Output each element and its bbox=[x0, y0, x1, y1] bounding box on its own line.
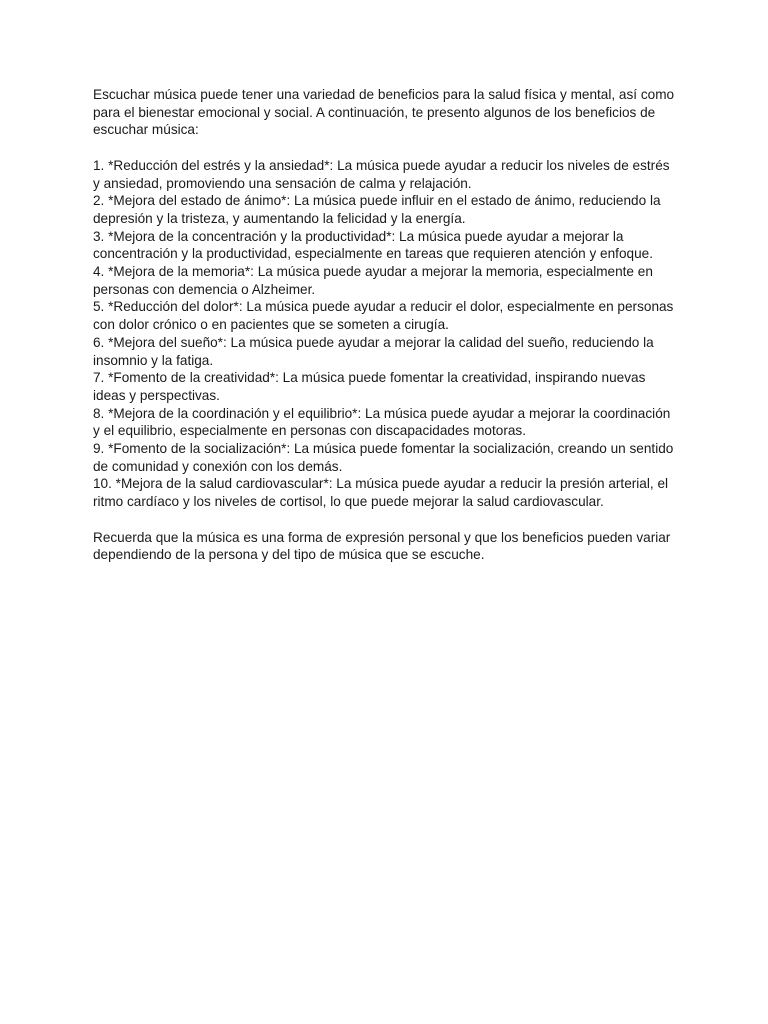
intro-paragraph: Escuchar música puede tener una variedad de beneficios para la salud física y mental, así como para el bienestar emocional y social. A continuación, te presento algunos de los beneficios de escuchar música: bbox=[93, 87, 675, 138]
list-item: 10. *Mejora de la salud cardiovascular*: La música puede ayudar a reducir la presión arterial, el ritmo cardíaco y los niveles de cortisol, lo que puede mejorar la salud cardiovascular. bbox=[93, 476, 669, 510]
benefits-list bbox=[93, 157, 678, 511]
list-item: 5. *Reducción del dolor*: La música puede ayudar a reducir el dolor, especialmente en personas con dolor crónico o en pacientes que se someten a cirugía. bbox=[93, 299, 674, 333]
closing-paragraph: Recuerda que la música es una forma de expresión personal y que los beneficios pueden variar dependiendo de la persona y del tipo de música que se escuche. bbox=[93, 529, 671, 563]
list-item: 6. *Mejora del sueño*: La música puede ayudar a mejorar la calidad del sueño, reduciendo la insomnio y la fatiga. bbox=[93, 334, 654, 368]
list-item: 7. *Fomento de la creatividad*: La música puede fomentar la creatividad, inspirando nuevas ideas y perspectivas. bbox=[93, 370, 646, 403]
list-item: 1. *Reducción del estrés y la ansiedad*: La música puede ayudar a reducir los niveles de estrés y ansiedad, promoviendo una sensación de calma y relajación. bbox=[93, 157, 670, 191]
list-item: 4. *Mejora de la memoria*: La música puede ayudar a mejorar la memoria, especialmente en personas con demencia o Alzheimer. bbox=[93, 264, 653, 297]
list-item: 3. *Mejora de la concentración y la productividad*: La música puede ayudar a mejorar la concentración y la productividad, especialmente en tareas que requieren atención y enfoque. bbox=[93, 228, 653, 262]
list-item: 8. *Mejora de la coordinación y el equilibrio*: La música puede ayudar a mejorar la coordinación y el equilibrio, especialmente en personas con discapacidades motoras. bbox=[93, 405, 671, 439]
document-body bbox=[93, 86, 678, 582]
list-item: 2. *Mejora del estado de ánimo*: La música puede influir en el estado de ánimo, reduciendo la depresión y la tristeza, y aumentando la felicidad y la energía. bbox=[93, 193, 661, 226]
list-item: 9. *Fomento de la socialización*: La música puede fomentar la socialización, creando un sentido de comunidad y conexión con los demás. bbox=[93, 441, 674, 474]
